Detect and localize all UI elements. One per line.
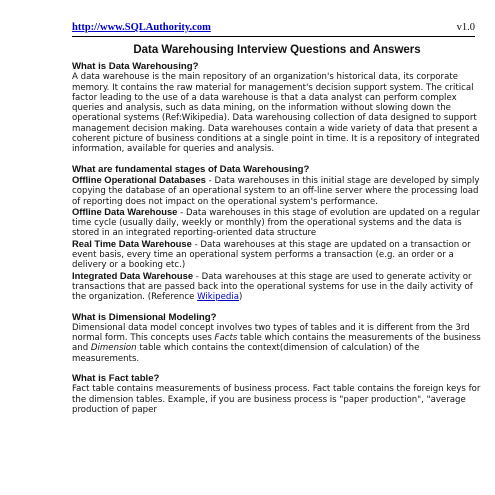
stage-text: - Data warehouses in this stage of evolution are updated on a regular time cycle (usually daily, weekly or monthly) from the operational systems and the data is stored in an integrated reporting-oriented data structure bbox=[72, 207, 480, 239]
stage-term: Offline Operational Databases bbox=[72, 173, 206, 185]
stage-term: Offline Data Warehouse bbox=[72, 205, 178, 217]
wikipedia-link[interactable]: Wikipedia bbox=[197, 292, 240, 303]
answer-fact-table: Fact table contains measurements of business process. Fact table contains the foreign keys for the dimension tables. Example, if you are business process is "paper production", "average production of paper bbox=[72, 384, 481, 415]
stage-text: - Data warehouses in this initial stage are developed by simply copying the database of an operational system to an off-line server where the processing load of reporting does not impact on the operational system's performance. bbox=[72, 175, 480, 207]
version-label: v1.0 bbox=[456, 22, 475, 33]
question-fact-table: What is Fact table? bbox=[72, 373, 160, 385]
answer-text: table which contains the context(dimension of calculation) of the measurements. bbox=[72, 343, 420, 364]
stage-text: - Data warehouses at this stage are used to generate activity or transactions that are passed back into the operational systems for use in the daily activity of the organization. (Reference bbox=[72, 271, 473, 303]
site-url-link[interactable]: http://www.SQLAuthority.com bbox=[72, 22, 211, 33]
document-body bbox=[72, 62, 482, 415]
stage-offline-warehouse bbox=[72, 207, 482, 239]
question-data-warehousing: What is Data Warehousing? bbox=[72, 61, 199, 72]
reference-close: ) bbox=[239, 292, 243, 303]
question-dimensional-modeling: What is Dimensional Modeling? bbox=[72, 311, 217, 323]
answer-dimensional-modeling bbox=[72, 323, 482, 364]
stage-term: Integrated Data Warehouse bbox=[72, 269, 194, 281]
stage-term: Real Time Data Warehouse bbox=[72, 237, 192, 249]
stage-text: - Data warehouses at this stage are updated on a transaction or event basis, every time an operational system performs a transaction (e.g. an order or a delivery or a booking etc.) bbox=[72, 239, 471, 271]
facts-term: Facts bbox=[214, 333, 238, 344]
answer-text: table which contains the measurements of the business and bbox=[72, 333, 481, 354]
dimension-term: Dimension bbox=[90, 343, 137, 354]
question-fundamental-stages: What are fundamental stages of Data Warehousing? bbox=[72, 163, 310, 175]
stage-offline-operational bbox=[72, 175, 482, 207]
stage-integrated bbox=[72, 271, 482, 303]
stage-real-time bbox=[72, 239, 482, 271]
page-header bbox=[72, 22, 475, 37]
answer-text: Dimensional data model concept involves two types of tables and it is different from the 3rd normal form. This concepts uses bbox=[72, 322, 470, 344]
document-title: Data Warehousing Interview Questions and Answers bbox=[133, 44, 421, 56]
answer-data-warehousing: A data warehouse is the main repository of an organization's historical data, its corporate memory. It contains the raw material for management's decision support system. The critical factor leading to the use of a data warehouse is that a data analyst can perform complex queries and analysis, such as data mining, on the information without slowing down the operational systems (Ref:Wikipedia). Data warehousing collection of data designed to support management decision making. Data warehouses contain a wide variety of data that present a coherent picture of business conditions at a single point in time. It is a repository of integrated information, available for queries and analysis. bbox=[72, 72, 480, 155]
